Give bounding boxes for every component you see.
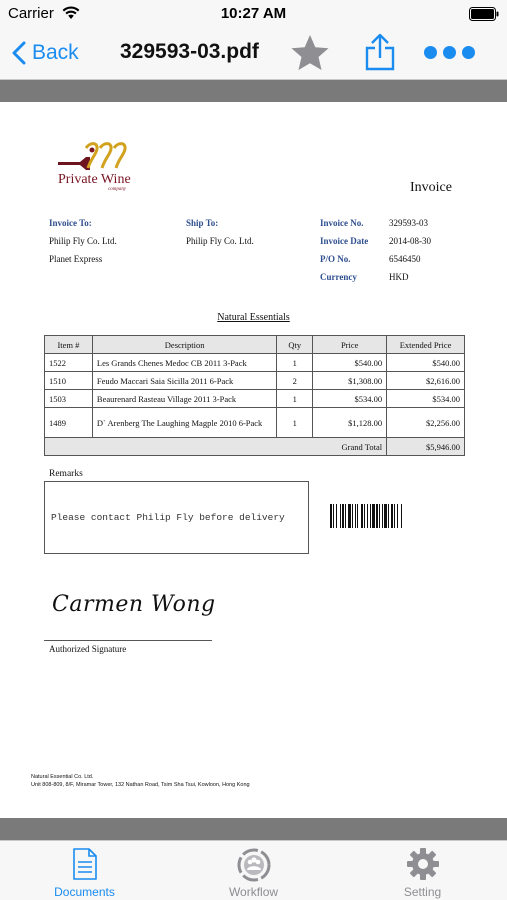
tab-label: Setting — [403, 885, 442, 899]
barcode-bar — [379, 504, 380, 528]
currency-label: Currency — [320, 272, 357, 282]
more-icon[interactable] — [424, 46, 475, 59]
logo-subtext: company — [108, 187, 127, 192]
back-label: Back — [32, 41, 79, 64]
document-viewer[interactable] — [0, 80, 507, 840]
barcode-bar — [384, 504, 387, 528]
item-extended-price: $2,616.00 — [387, 372, 465, 390]
share-icon[interactable] — [364, 32, 396, 72]
barcode-bar — [370, 504, 371, 528]
column-header: Price — [313, 336, 387, 354]
barcode-bar — [336, 504, 337, 528]
item-price: $1,128.00 — [313, 408, 387, 438]
table-row — [45, 372, 465, 390]
remarks-label: Remarks — [49, 469, 83, 479]
nav-bar — [0, 28, 507, 80]
item-qty: 1 — [277, 390, 313, 408]
table-row — [45, 408, 465, 438]
item-number: 1489 — [45, 408, 93, 438]
po-no-value: 6546450 — [389, 254, 421, 264]
signature-label: Authorized Signature — [49, 644, 127, 654]
item-extended-price: $540.00 — [387, 354, 465, 372]
barcode-bar — [397, 504, 398, 528]
column-header: Extended Price — [387, 336, 465, 354]
logo-text: Private Wine — [58, 172, 131, 187]
currency-value: HKD — [389, 272, 409, 282]
barcode-bar — [367, 504, 368, 528]
barcode-bar — [364, 504, 365, 528]
tab-label: Documents — [54, 885, 115, 899]
barcode-bar — [401, 504, 402, 528]
item-number: 1510 — [45, 372, 93, 390]
viewer-top-border — [0, 80, 507, 102]
barcode-bar — [352, 504, 353, 528]
tab-bar — [0, 840, 507, 900]
gear-icon — [406, 847, 440, 881]
table-row — [45, 354, 465, 372]
item-description: Les Grands Chenes Medoc CB 2011 3-Pack — [92, 354, 276, 372]
section-title: Natural Essentials — [217, 312, 290, 323]
item-description: Feudo Maccari Saia Sicilla 2011 6-Pack — [92, 372, 276, 390]
items-table — [44, 335, 465, 456]
document-title: 329593-03.pdf — [120, 40, 259, 63]
invoice-to-label: Invoice To: — [49, 218, 92, 228]
more-dot — [424, 46, 437, 59]
barcode-bar — [333, 504, 334, 528]
item-number: 1522 — [45, 354, 93, 372]
grand-total-row — [45, 438, 465, 456]
ship-to-label: Ship To: — [186, 218, 219, 228]
more-dot — [462, 46, 475, 59]
invoice-no-value: 329593-03 — [389, 218, 428, 228]
invoice-date-value: 2014-08-30 — [389, 236, 431, 246]
star-icon[interactable] — [290, 34, 330, 72]
battery-icon — [469, 7, 499, 21]
tab-label: Workflow — [228, 885, 279, 899]
barcode-bar — [376, 504, 378, 528]
document-icon — [72, 847, 98, 881]
barcode-bar — [382, 504, 383, 528]
barcode-bar — [345, 504, 346, 528]
barcode — [330, 504, 465, 528]
viewer-bottom-border — [0, 818, 507, 840]
column-header: Qty — [277, 336, 313, 354]
barcode-bar — [372, 504, 375, 528]
item-price: $534.00 — [313, 390, 387, 408]
carrier-label: Carrier — [8, 5, 54, 22]
barcode-bar — [342, 504, 344, 528]
tab-documents[interactable] — [0, 841, 169, 900]
invoice-date-label: Invoice Date — [320, 236, 369, 246]
column-header: Item # — [45, 336, 93, 354]
invoice-heading: Invoice — [410, 180, 452, 195]
item-qty: 2 — [277, 372, 313, 390]
barcode-bar — [361, 504, 363, 528]
barcode-bar — [394, 504, 395, 528]
item-price: $1,308.00 — [313, 372, 387, 390]
more-dot — [443, 46, 456, 59]
item-number: 1503 — [45, 390, 93, 408]
barcode-bar — [330, 504, 332, 528]
signature-line — [44, 640, 212, 641]
grand-total-label: Grand Total — [45, 438, 387, 456]
pdf-page — [0, 102, 507, 818]
item-qty: 1 — [277, 408, 313, 438]
table-header-row — [45, 336, 465, 354]
footer-company: Natural Essential Co. Ltd. — [31, 774, 94, 780]
footer-address: Unit 808-809, 8/F, Miramar Tower, 132 Nathan Road, Tsim Sha Tsui, Kowloon, Hong Kong — [31, 782, 250, 788]
workflow-icon — [236, 847, 272, 883]
barcode-bar — [348, 504, 351, 528]
invoice-to-address: Planet Express — [49, 254, 103, 264]
signature: Carmen Wong — [52, 592, 216, 617]
po-no-label: P/O No. — [320, 254, 351, 264]
table-row — [45, 390, 465, 408]
item-extended-price: $2,256.00 — [387, 408, 465, 438]
column-header: Description — [92, 336, 276, 354]
barcode-bar — [340, 504, 341, 528]
chevron-left-icon — [12, 41, 26, 65]
invoice-no-label: Invoice No. — [320, 218, 364, 228]
tab-setting[interactable] — [338, 841, 507, 900]
barcode-bar — [388, 504, 389, 528]
invoice-to-name: Philip Fly Co. Ltd. — [49, 236, 117, 246]
remarks-box — [44, 481, 309, 554]
item-qty: 1 — [277, 354, 313, 372]
status-bar — [0, 0, 507, 28]
barcode-bar — [355, 504, 356, 528]
status-time: 10:27 AM — [220, 5, 287, 22]
item-description: Beaurenard Rasteau Village 2011 3-Pack — [92, 390, 276, 408]
barcode-bar — [357, 504, 358, 528]
grand-total-value: $5,946.00 — [387, 438, 465, 456]
item-price: $540.00 — [313, 354, 387, 372]
ship-to-name: Philip Fly Co. Ltd. — [186, 236, 254, 246]
barcode-bar — [391, 504, 393, 528]
back-button[interactable] — [12, 38, 79, 68]
remarks-text: Please contact Philip Fly before delivery — [51, 512, 285, 523]
item-extended-price: $534.00 — [387, 390, 465, 408]
tab-workflow[interactable] — [169, 841, 338, 900]
item-description: D` Arenberg The Laughing Magple 2010 6-Pack — [92, 408, 276, 438]
